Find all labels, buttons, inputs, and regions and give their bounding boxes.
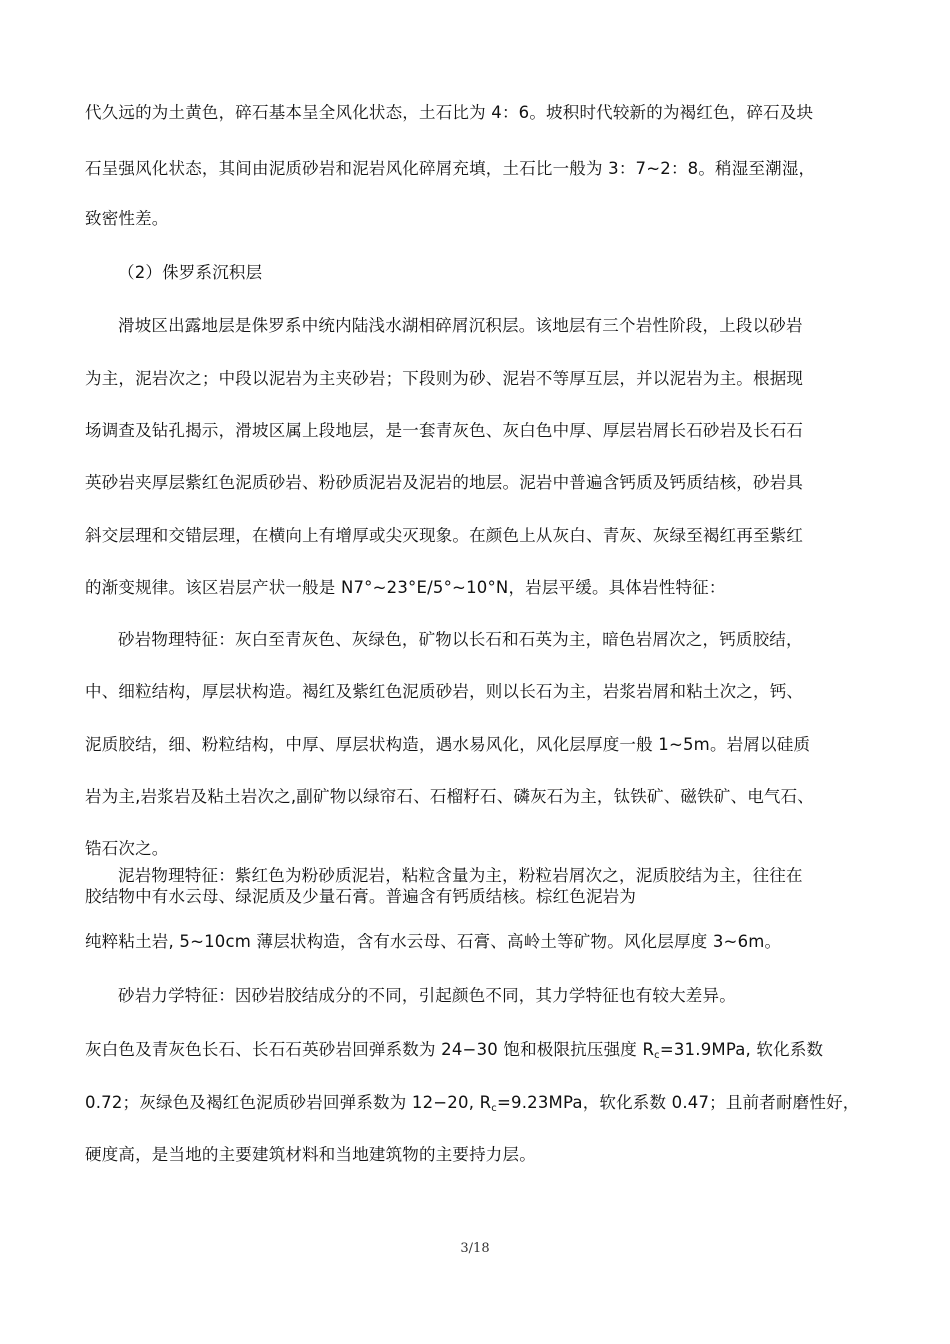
paragraph-line: 锆石次之。 [85, 839, 169, 858]
paragraph-line: 斜交层理和交错层理，在横向上有增厚或尖灭现象。在颜色上从灰白、青灰、灰绿至褐红再至紫红 [85, 526, 804, 545]
paragraph-line: 的渐变规律。该区岩层产状一般是 N7°~23°E/5°~10°N，岩层平缓。具体岩性特征： [85, 578, 726, 597]
subscript: c [491, 1103, 497, 1114]
line-text: =31.9MPa, 软化系数 [659, 1040, 824, 1059]
paragraph-line: 泥质胶结，细、粉粒结构，中厚、厚层状构造，遇水易风化，风化层厚度一般 1~5m。岩屑以硅质 [85, 735, 811, 754]
paragraph-line: 泥岩物理特征：紫红色为粉砂质泥岩，粘粒含量为主，粉粒岩屑次之，泥质胶结为主，往往在 [118, 866, 803, 885]
paragraph-line: 胶结物中有水云母、绿泥质及少量石膏。普遍含有钙质结核。棕红色泥岩为 [85, 887, 637, 906]
paragraph-line [85, 1040, 823, 1060]
subscript: c [654, 1050, 660, 1061]
paragraph-line: 硬度高，是当地的主要建筑材料和当地建筑物的主要持力层。 [85, 1145, 536, 1164]
paragraph-line: 岩为主,岩浆岩及粘土岩次之,副矿物以绿帘石、石榴籽石、磷灰石为主，钛铁矿、磁铁矿、电气石、 [85, 787, 814, 806]
page-number: 3/18 [460, 1241, 490, 1256]
paragraph-line [85, 1093, 859, 1113]
paragraph-line: 场调查及钻孔揭示，滑坡区属上段地层，是一套青灰色、灰白色中厚、厚层岩屑长石砂岩及长石石 [85, 421, 804, 440]
paragraph-line: 中、细粒结构，厚层状构造。褐红及紫红色泥质砂岩，则以长石为主，岩浆岩屑和粘土次之，钙、 [85, 682, 804, 701]
paragraph-line: 致密性差。 [85, 209, 169, 228]
line-text: =9.23MPa，软化系数 0.47；且前者耐磨性好， [496, 1093, 860, 1112]
paragraph-line: 英砂岩夹厚层紫红色泥质砂岩、粉砂质泥岩及泥岩的地层。泥岩中普遍含钙质及钙质结核，砂岩具 [85, 473, 804, 492]
paragraph-line: 代久远的为土黄色，碎石基本呈全风化状态，土石比为 4：6。坡积时代较新的为褐红色，碎石及块 [85, 103, 814, 122]
paragraph-line: 砂岩物理特征：灰白至青灰色、灰绿色，矿物以长石和石英为主，暗色岩屑次之，钙质胶结， [118, 630, 803, 649]
paragraph-line: 为主，泥岩次之；中段以泥岩为主夹砂岩；下段则为砂、泥岩不等厚互层，并以泥岩为主。根据现 [85, 369, 804, 388]
paragraph-line: 石呈强风化状态，其间由泥质砂岩和泥岩风化碎屑充填，土石比一般为 3：7~2：8。稍湿至潮湿， [85, 159, 816, 178]
section-heading: （2）侏罗系沉积层 [118, 263, 263, 282]
line-text: 灰白色及青灰色长石、长石石英砂岩回弹系数为 24−30 饱和极限抗压强度 R [85, 1040, 655, 1059]
paragraph-line: 砂岩力学特征：因砂岩胶结成分的不同，引起颜色不同，其力学特征也有较大差异。 [118, 986, 736, 1005]
line-text: 0.72；灰绿色及褐红色泥质砂岩回弹系数为 12−20, R [85, 1093, 492, 1112]
paragraph-line: 滑坡区出露地层是侏罗系中统内陆浅水湖相碎屑沉积层。该地层有三个岩性阶段，上段以砂岩 [118, 316, 803, 335]
paragraph-line: 纯粹粘土岩, 5~10cm 薄层状构造，含有水云母、石膏、高岭土等矿物。风化层厚度 3~6m。 [85, 932, 782, 951]
